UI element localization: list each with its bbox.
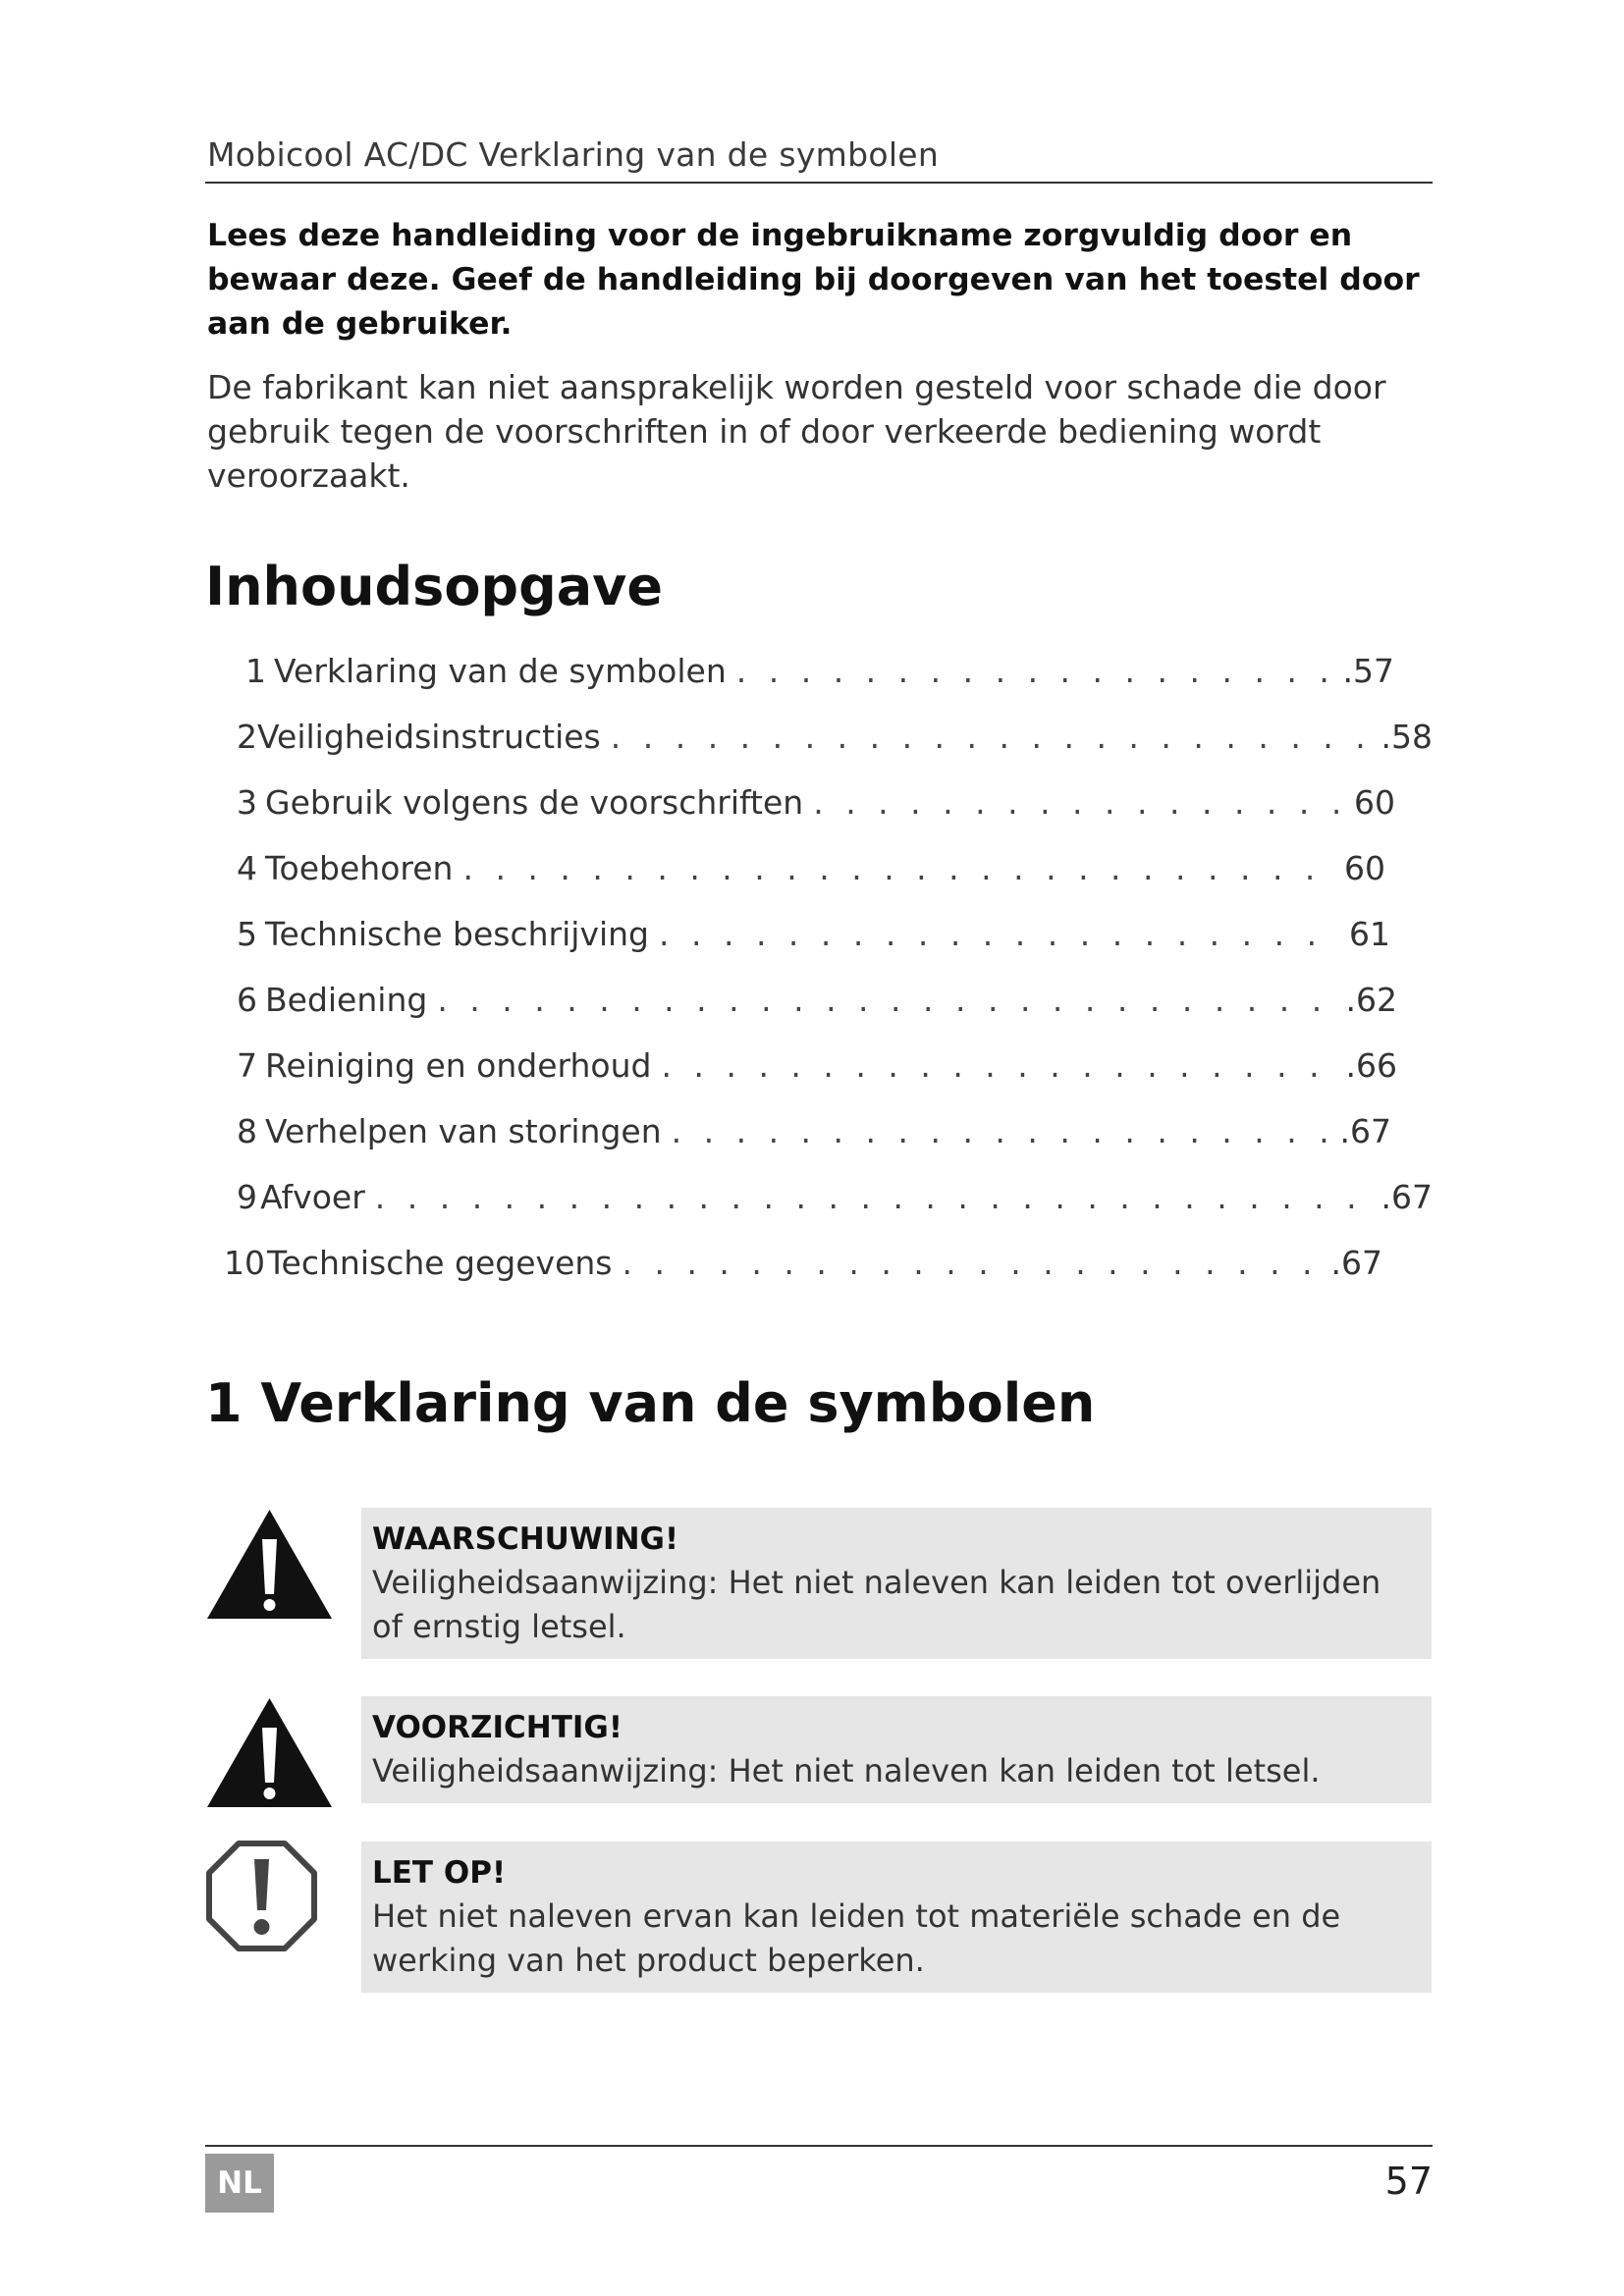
toc-dot-leader <box>813 783 1344 822</box>
intro-paragraph: De fabrikant kan niet aansprakelijk worden gesteld voor schade die door gebruik tegen de voorschriften in of door verkeerde bediening wordt veroorzaakt. <box>207 368 1386 495</box>
toc-entry[interactable] <box>237 981 1397 1026</box>
toc-entry-page: 60 <box>1354 783 1395 822</box>
toc-entry[interactable] <box>237 718 1433 763</box>
toc-entry-title: Bediening <box>265 981 428 1019</box>
toc-dot-leader <box>375 1178 1372 1216</box>
toc-entry[interactable] <box>237 1046 1397 1092</box>
toc-entry[interactable] <box>237 849 1385 894</box>
toc-entry-page: .67 <box>1380 1178 1433 1216</box>
footer-divider <box>205 2145 1433 2147</box>
toc-entry-number: 3 <box>237 783 257 822</box>
toc-entry[interactable] <box>237 783 1395 828</box>
warning-notice <box>361 1508 1432 1659</box>
toc-dot-leader <box>659 915 1339 953</box>
notice-title: VOORZICHTIG! <box>372 1710 623 1745</box>
toc-dot-leader <box>622 1244 1321 1282</box>
toc-entry-page: .57 <box>1342 652 1394 690</box>
toc-entry-number: 10 <box>224 1244 265 1282</box>
toc-entry-title: Reiniging en onderhoud <box>265 1046 652 1085</box>
toc-entry-page: .62 <box>1345 981 1397 1019</box>
toc-entry-title: Verhelpen van storingen <box>265 1112 662 1150</box>
toc-entry[interactable] <box>245 652 1394 697</box>
toc-entry[interactable] <box>237 1178 1433 1223</box>
toc-dot-leader <box>662 1046 1336 1085</box>
toc-entry-title: Verklaring van de symbolen <box>274 652 727 690</box>
toc-entry[interactable] <box>224 1244 1382 1289</box>
toc-entry-number: 5 <box>237 915 257 953</box>
notice-text: Veiligheidsaanwijzing: Het niet naleven kan leiden tot letsel. <box>372 1752 1321 1789</box>
caution-triangle-icon <box>205 1696 334 1813</box>
toc-entry-number: 9 <box>237 1178 257 1216</box>
note-notice <box>361 1842 1432 1993</box>
warning-triangle-icon <box>205 1508 334 1625</box>
toc-dot-leader <box>611 718 1372 756</box>
toc-entry-title: Toebehoren <box>265 849 454 887</box>
toc-entry[interactable] <box>237 915 1390 960</box>
toc-entry-number: 6 <box>237 981 257 1019</box>
toc-entry-title: Veiligheidsinstructies <box>257 718 601 756</box>
caution-notice <box>361 1696 1432 1803</box>
toc-entry-number: 7 <box>237 1046 257 1085</box>
toc-entry-title: Technische beschrijving <box>265 915 650 953</box>
toc-entry-number: 8 <box>237 1112 257 1150</box>
toc-entry-page: .58 <box>1380 718 1433 756</box>
notice-title: LET OP! <box>372 1855 507 1891</box>
toc-entry-number: 4 <box>237 849 257 887</box>
toc-entry-title: Afvoer <box>260 1178 365 1216</box>
notice-text: Het niet naleven ervan kan leiden tot materiële schade en de werking van het product beperken. <box>372 1897 1341 1979</box>
notice-text: Veiligheidsaanwijzing: Het niet naleven kan leiden tot overlijden of ernstig letsel. <box>372 1564 1381 1645</box>
toc-entry-title: Gebruik volgens de voorschriften <box>265 783 804 822</box>
toc-dot-leader <box>437 981 1335 1019</box>
running-header: Mobicool AC/DC Verklaring van de symbolen <box>207 135 940 174</box>
toc-entry-number: 1 <box>245 652 266 690</box>
toc-entry-page: .66 <box>1345 1046 1397 1085</box>
toc-dot-leader <box>462 849 1334 887</box>
toc-entry-page: 61 <box>1349 915 1390 953</box>
toc-entry-page: .67 <box>1330 1244 1382 1282</box>
toc-entry-page: 60 <box>1344 849 1385 887</box>
toc-entry-page: .67 <box>1339 1112 1391 1150</box>
notice-title: WAARSCHUWING! <box>372 1522 679 1557</box>
toc-heading: Inhoudsopgave <box>205 556 663 617</box>
language-badge: NL <box>205 2154 274 2213</box>
page-number: 57 <box>1384 2160 1433 2203</box>
toc-entry[interactable] <box>237 1112 1391 1157</box>
toc-dot-leader <box>672 1112 1330 1150</box>
toc-entry-number: 2 <box>237 718 257 756</box>
notice-octagon-icon <box>205 1840 318 1956</box>
toc-dot-leader <box>736 652 1333 690</box>
section-heading: 1 Verklaring van de symbolen <box>205 1372 1096 1434</box>
toc-entry-title: Technische gegevens <box>267 1244 613 1282</box>
header-divider <box>205 182 1433 184</box>
intro-bold-paragraph: Lees deze handleiding voor de ingebruikname zorgvuldig door en bewaar deze. Geef de handleiding bij doorgeven van het toestel door aan de gebruiker. <box>207 218 1420 342</box>
